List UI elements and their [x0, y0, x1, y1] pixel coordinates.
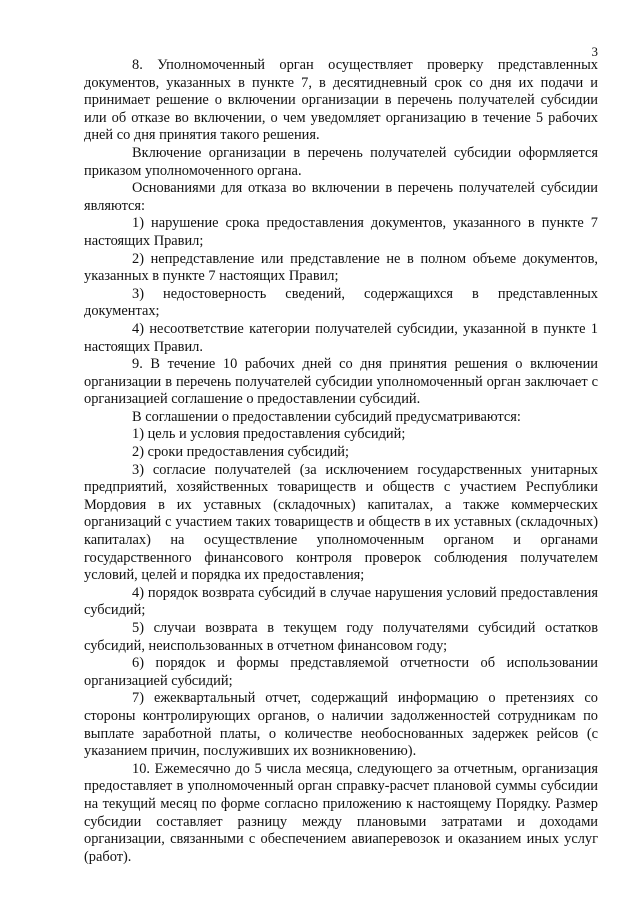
- list-item: 4) несоответствие категории получателей субсидии, указанной в пункте 1 настоящих Правил.: [84, 320, 598, 355]
- list-item: 4) порядок возврата субсидий в случае нарушения условий предоставления субсидий;: [84, 584, 598, 619]
- list-item: 1) нарушение срока предоставления документов, указанного в пункте 7 настоящих Правил;: [84, 215, 598, 249]
- paragraph-refusal-grounds-intro: Основаниями для отказа во включении в перечень получателей субсидии являются:: [84, 180, 598, 214]
- paragraph-item-8: 8. Уполномоченный орган осуществляет проверку представленных документов, указанных в пункте 7, в десятидневный срок со дня их подачи и принимает решение о включении организации в перечень получателей субсидии или об отказе во включении, о чем уведомляет организацию в течение 5 рабочих дней со дня принятия такого решения.: [84, 57, 598, 144]
- page-number: 3: [591, 44, 598, 59]
- paragraph-inclusion-order: Включение организации в перечень получателей субсидии оформляется приказом уполномоченного органа.: [84, 144, 598, 179]
- paragraph-agreement-intro: В соглашении о предоставлении субсидий предусматриваются:: [132, 408, 521, 425]
- list-item: 5) случаи возврата в текущем году получателями субсидий остатков субсидий, неиспользованных в отчетном финансовом году;: [84, 620, 598, 654]
- list-item: 1) цель и условия предоставления субсидий;: [132, 426, 406, 443]
- paragraph-item-9: 9. В течение 10 рабочих дней со дня принятия решения о включении организации в перечень получателей субсидии уполномоченный орган заключает с организацией соглашение о предоставлении субсидий.: [84, 356, 598, 408]
- list-item: 2) непредставление или представление не в полном объеме документов, указанных в пункте 7 настоящих Правил;: [84, 250, 598, 285]
- document-body: [84, 57, 598, 866]
- list-item: 6) порядок и формы представляемой отчетности об использовании организацией субсидий;: [84, 655, 598, 689]
- list-item: 2) сроки предоставления субсидий;: [132, 444, 349, 461]
- list-item: 3) недостоверность сведений, содержащихся в представленных документах;: [84, 285, 598, 320]
- paragraph-item-10: 10. Ежемесячно до 5 числа месяца, следующего за отчетным, организация предоставляет в уполномоченный орган справку-расчет плановой суммы субсидии на текущий месяц по форме согласно приложению к настоящему Порядку. Размер субсидии составляет разницу между плановыми затратами и доходами организации, связанными с обеспечением авиаперевозок и оказанием иных услуг (работ).: [84, 760, 598, 865]
- list-item: 3) согласие получателей (за исключением государственных унитарных предприятий, хозяйственных товариществ и обществ с участием Республики Мордовия в их уставных (складочных) капиталах, а также коммерческих организаций с участием таких товариществ и обществ в их уставных (складочных) капиталах) на осуществление уполномоченным органом и органами государственного финансового контроля проверок соблюдения получателем условий, целей и порядка их предоставления;: [84, 461, 598, 584]
- list-item: 7) ежеквартальный отчет, содержащий информацию о претензиях со стороны контролирующих органов, о наличии задолженностей сотрудникам по выплате заработной платы, о количестве необоснованных задержек рейсов (с указанием причин, послуживших их возникновению).: [84, 690, 598, 760]
